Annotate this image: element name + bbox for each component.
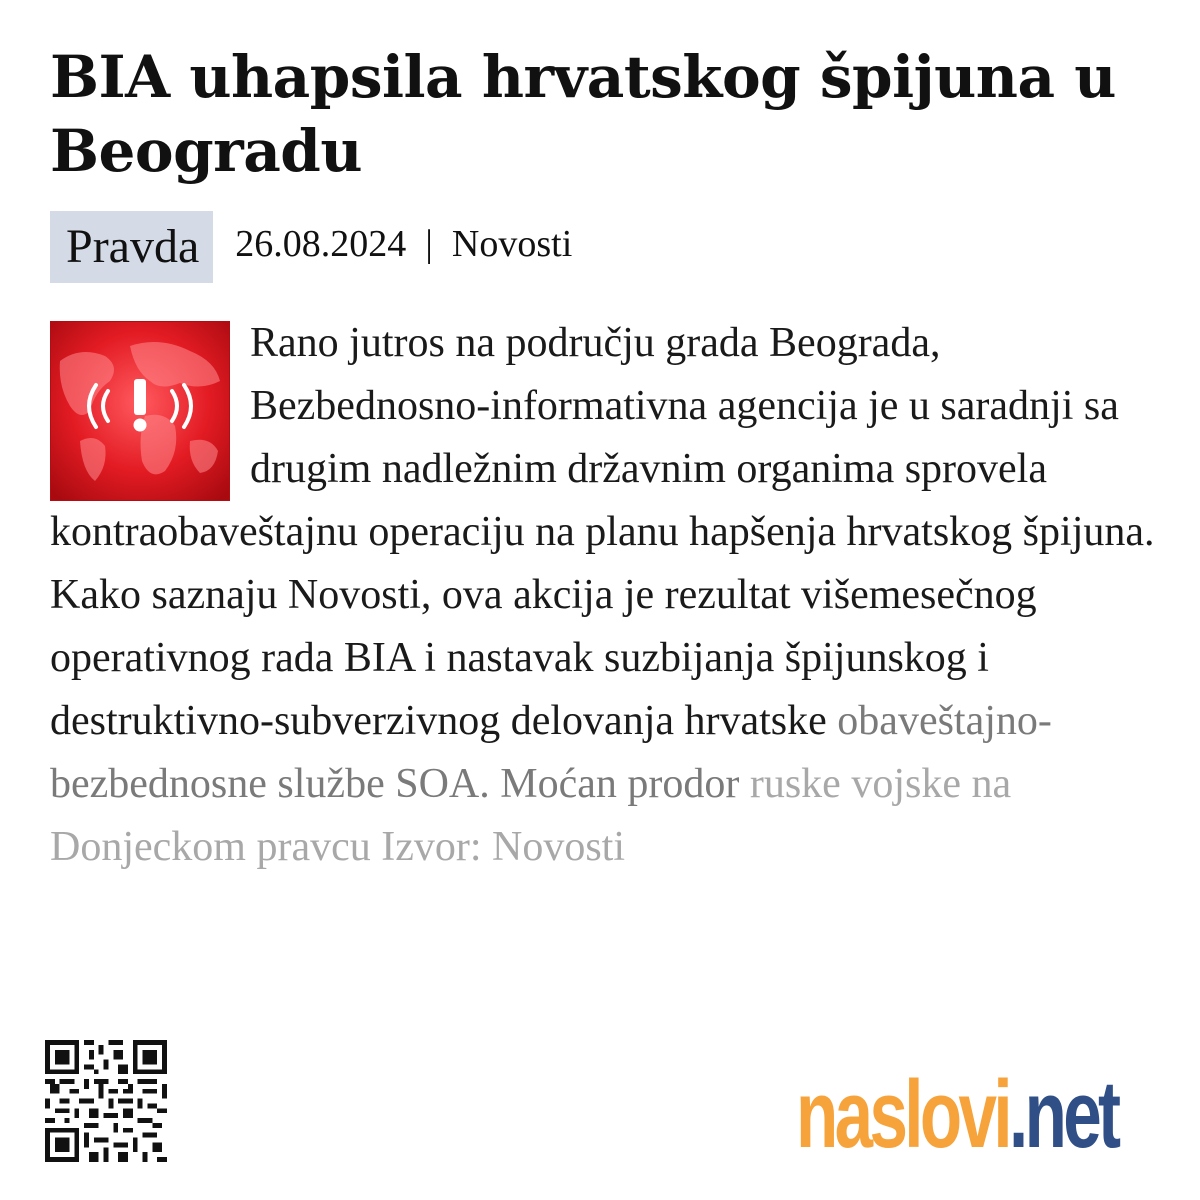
- logo-part-net: .net: [1008, 1061, 1118, 1168]
- alert-broadcast-icon[interactable]: [50, 321, 230, 501]
- article-date: 26.08.2024: [235, 223, 407, 265]
- source-badge[interactable]: Pravda: [50, 211, 213, 283]
- article-body: [50, 312, 1160, 879]
- logo-part-naslovi: naslovi: [796, 1061, 1009, 1168]
- meta-separator: |: [425, 223, 433, 265]
- article-meta: [50, 211, 572, 283]
- article-text-fade-more: ruske vojske na Donjeckom pravcu Izvor: Novosti: [50, 761, 1012, 870]
- article-text-fade: obaveštajno-bezbednosne službe SOA. Moćan prodor: [50, 698, 1052, 807]
- article-text: Rano jutros na području grada Beograda, Bezbednosno-informativna agencija je u saradnji sa drugim nadležnim državnim organima sprovela kontraobaveštajnu operaciju na planu hapšenja hrvatskog špijuna. Kako saznaju Novosti, ova akcija je rezultat višemesečnog operativnog rada BIA i nastavak suzbijanja špijunskog i destruktivno-subverzivnog delovanja hrvatske: [50, 320, 1155, 744]
- meta-info: [235, 211, 572, 277]
- article-category[interactable]: Novosti: [451, 223, 573, 265]
- qr-code-icon[interactable]: [45, 1037, 167, 1165]
- naslovi-logo[interactable]: [796, 1060, 1117, 1170]
- article-title: BIA uhapsila hrvatskog špijuna u Beogradu: [50, 43, 1116, 185]
